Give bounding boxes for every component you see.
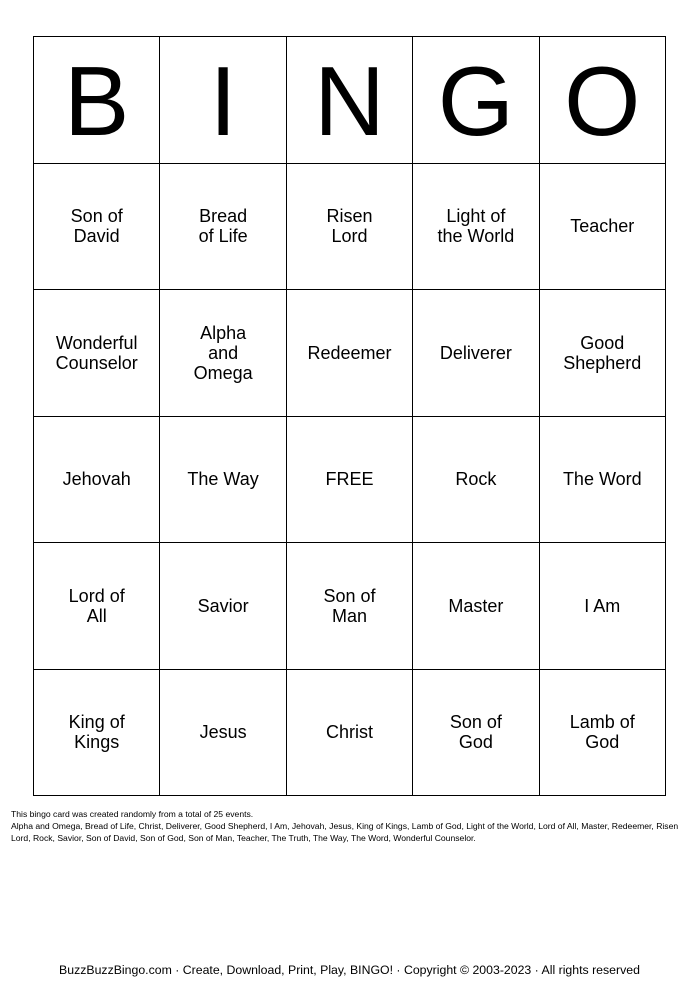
bingo-cell: Christ [287, 670, 413, 797]
header-letter-n: N [287, 37, 413, 164]
header-letter-g: G [413, 37, 539, 164]
bingo-cell: Son of David [34, 164, 160, 291]
header-letter-i: I [160, 37, 286, 164]
bingo-cell: The Way [160, 417, 286, 544]
bingo-cell: Teacher [540, 164, 666, 291]
bingo-cell: The Word [540, 417, 666, 544]
card-footnote [11, 808, 691, 844]
bingo-cell: Light of the World [413, 164, 539, 291]
bingo-cell: Son of God [413, 670, 539, 797]
bingo-cell: Bread of Life [160, 164, 286, 291]
bingo-cell: Master [413, 543, 539, 670]
bingo-cell: Redeemer [287, 290, 413, 417]
footnote-events-list: Alpha and Omega, Bread of Life, Christ, Deliverer, Good Shepherd, I Am, Jehovah, Jesus, King of Kings, Lamb of God, Light of the World, Lord of All, Master, Redeemer, Risen Lord, Rock, Savior, Son of David, Son of God, Son of Man, Teacher, The Truth, The Way, The Word, Wonderful Counselor. [11, 821, 679, 843]
bingo-cell: Lamb of God [540, 670, 666, 797]
bingo-cell: Good Shepherd [540, 290, 666, 417]
header-letter-o: O [540, 37, 666, 164]
page-footer: BuzzBuzzBingo.com · Create, Download, Print, Play, BINGO! · Copyright © 2003-2023 · All rights reserved [59, 963, 640, 977]
bingo-cell: Lord of All [34, 543, 160, 670]
bingo-cell: Jesus [160, 670, 286, 797]
bingo-cell: King of Kings [34, 670, 160, 797]
header-letter-b: B [34, 37, 160, 164]
bingo-cell: Rock [413, 417, 539, 544]
bingo-cell: Jehovah [34, 417, 160, 544]
bingo-cell: I Am [540, 543, 666, 670]
free-space-cell: FREE [287, 417, 413, 544]
bingo-cell: Risen Lord [287, 164, 413, 291]
footnote-intro: This bingo card was created randomly from a total of 25 events. [11, 809, 254, 819]
bingo-card [33, 36, 666, 796]
bingo-cell: Savior [160, 543, 286, 670]
bingo-cell: Deliverer [413, 290, 539, 417]
bingo-cell: Son of Man [287, 543, 413, 670]
bingo-cell: Alpha and Omega [160, 290, 286, 417]
bingo-cell: Wonderful Counselor [34, 290, 160, 417]
